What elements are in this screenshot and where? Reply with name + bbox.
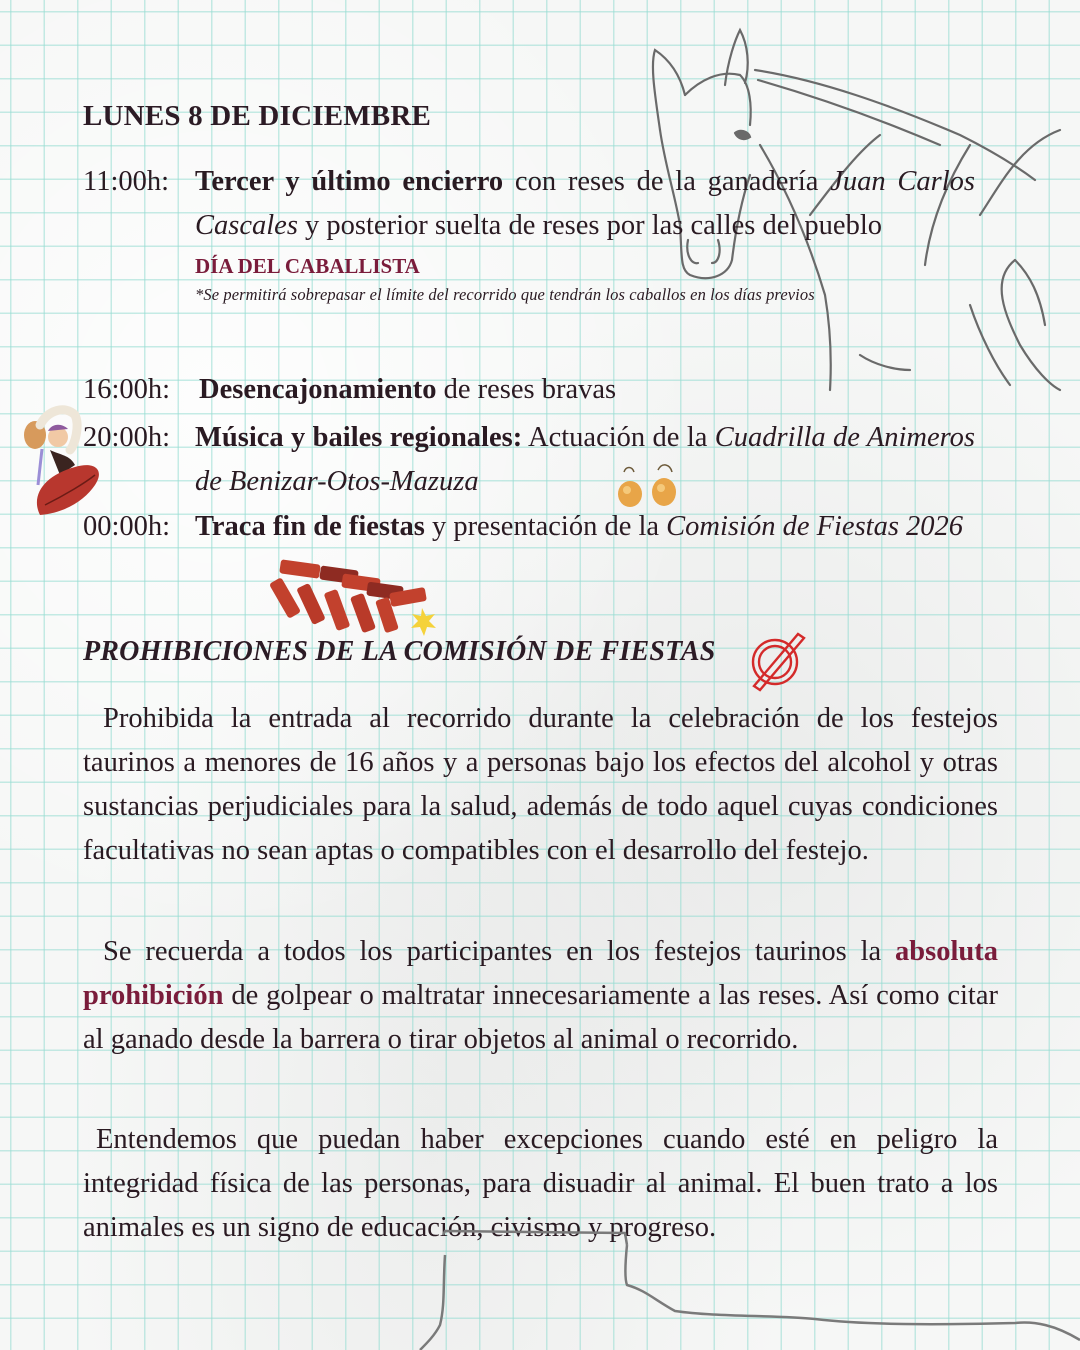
event-time: 00:00h: — [83, 511, 171, 542]
event-text: y posterior suelta de reses por las calles del pueblo — [297, 210, 882, 241]
event-description — [195, 416, 975, 504]
event-title: Música y bailes regionales: — [195, 422, 523, 453]
prohibition-paragraph: Entendemos que puedan haber excepciones cuando esté en peligro la integridad física de las personas, para disuadir al animal. El buen trato a los animales es un signo de educación, civismo y progreso. — [83, 1124, 998, 1243]
event-description — [199, 368, 975, 412]
event-time: 16:00h: — [83, 374, 171, 405]
event-italic: Juan Carlos Cascales — [195, 166, 975, 241]
event-description — [195, 160, 975, 306]
event-title: Traca fin de fiestas — [195, 511, 425, 542]
section-title: PROHIBICIONES DE LA COMISIÓN DE FIESTAS — [83, 636, 716, 667]
firecrackers-icon — [272, 556, 442, 636]
event-title: Tercer y último encierro — [195, 166, 504, 197]
castanets-icon — [614, 462, 684, 508]
event-text: Actuación de la — [522, 422, 715, 453]
day-heading: LUNES 8 DE DICIEMBRE — [83, 100, 432, 132]
event-item — [83, 416, 975, 504]
event-tag: DÍA DEL CABALLISTA — [195, 254, 420, 278]
paragraph-text: Se recuerda a todos los participantes en los festejos taurinos la — [103, 936, 896, 967]
event-time: 11:00h: — [83, 166, 170, 197]
paragraph-text: de golpear o maltratar innecesariamente a las reses. Así como citar al ganado desde la barrera o tirar objetos al animal o recorrido. — [83, 980, 998, 1055]
event-note: *Se permitirá sobrepasar el límite del recorrido que tendrán los caballos en los días previos — [195, 285, 815, 304]
event-text: y presentación de la — [424, 511, 667, 542]
event-text: de reses bravas — [436, 374, 617, 405]
prohibition-paragraph — [83, 930, 998, 1062]
event-italic: Cuadrilla de Animeros de Benizar-Otos-Mazuza — [195, 422, 975, 497]
event-italic: Comisión de Fiestas 2026 — [666, 511, 964, 542]
prohibited-icon — [746, 628, 808, 692]
event-text: con reses de la ganadería — [503, 166, 831, 197]
event-title: Desencajonamiento — [199, 374, 437, 405]
event-time: 20:00h: — [83, 422, 171, 453]
map-outline-icon — [415, 1225, 1080, 1350]
event-item — [83, 160, 975, 306]
event-item — [83, 368, 975, 412]
event-description — [195, 505, 975, 549]
highlight-text: absoluta prohibición — [83, 936, 998, 1011]
prohibition-paragraph: Prohibida la entrada al recorrido durante la celebración de los festejos taurinos a menores de 16 años y a personas bajo los efectos del alcohol y otras sustancias perjudiciales para la salud, además de todo aquel cuyas condiciones facultativas no sean aptas o compatibles con el desarrollo del festejo. — [83, 703, 998, 866]
event-item — [83, 505, 975, 549]
